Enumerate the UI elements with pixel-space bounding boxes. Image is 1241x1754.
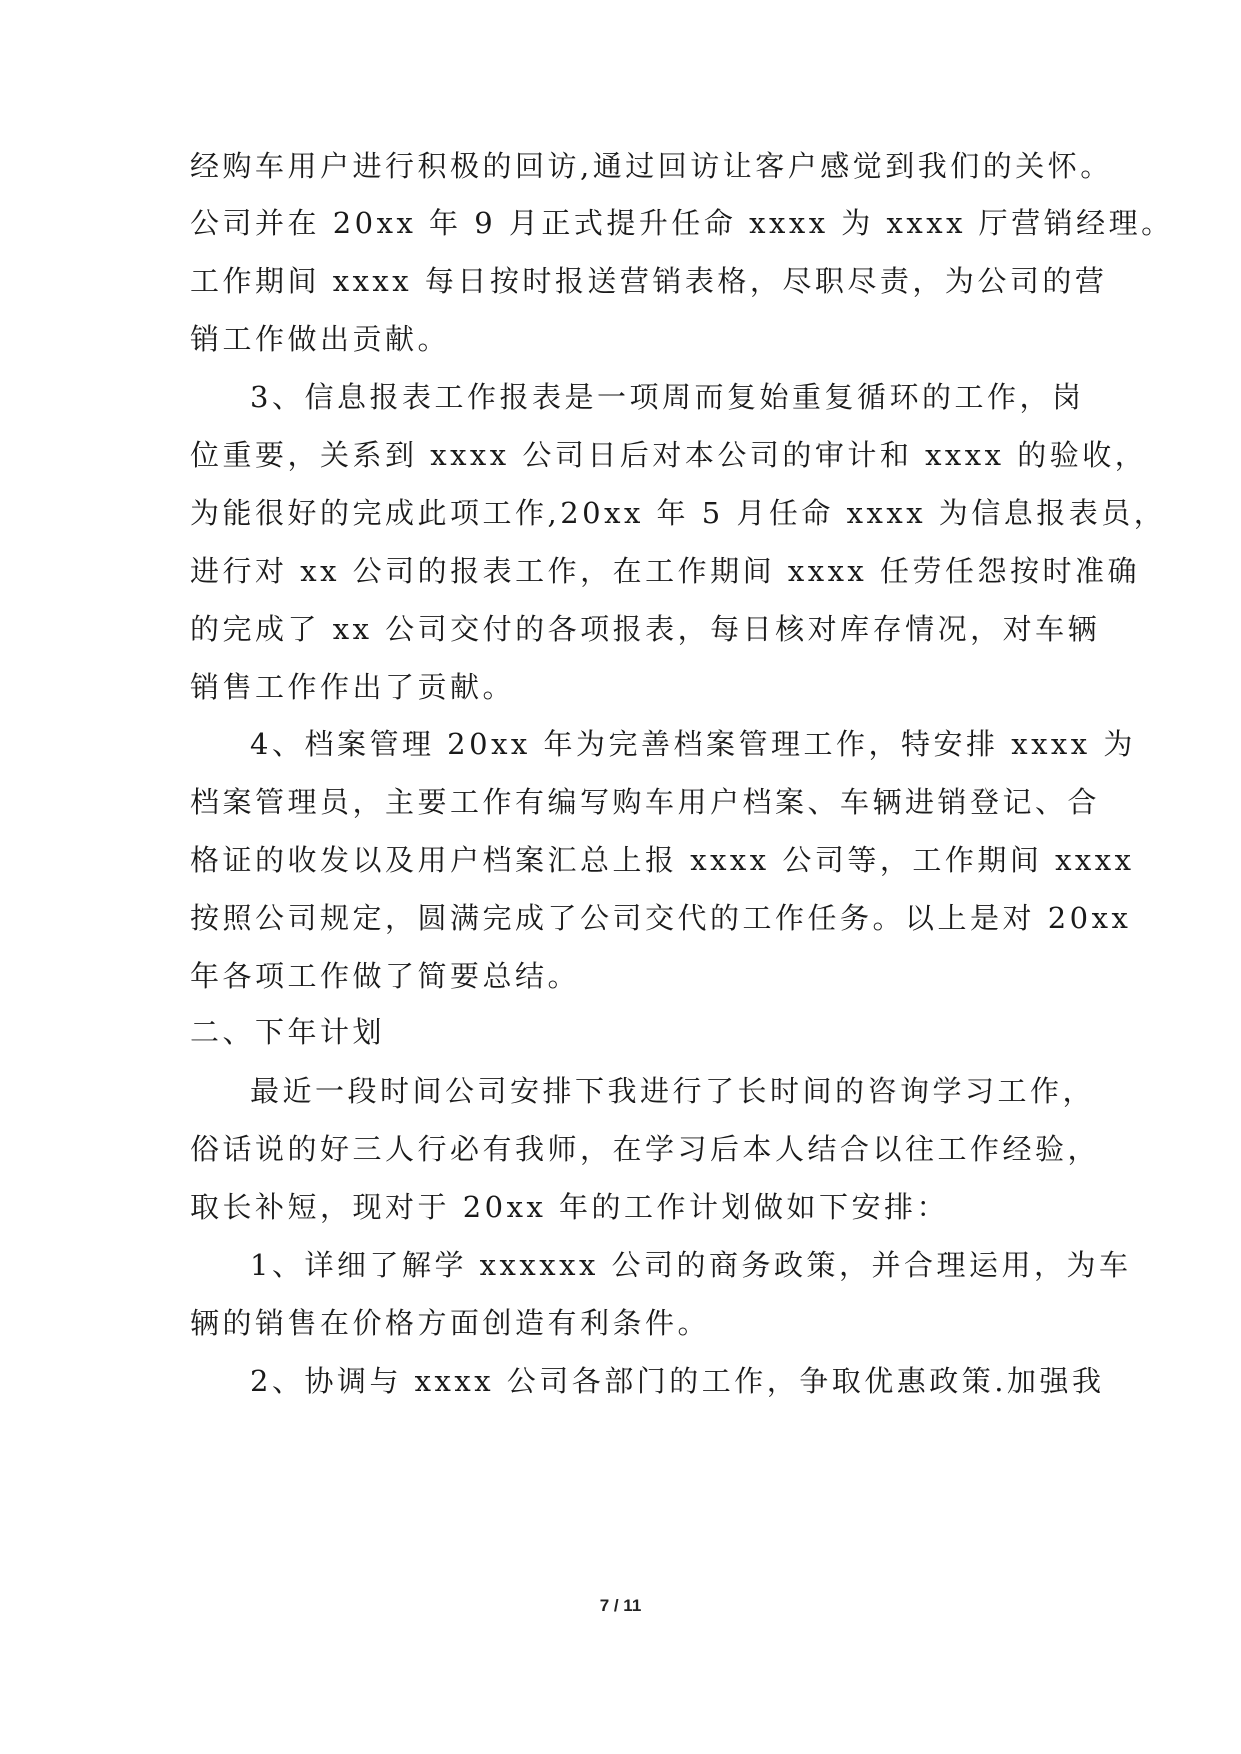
text-line: 2、协调与 xxxx 公司各部门的工作，争取优惠政策.加强我 (250, 1364, 1105, 1398)
text-line: 1、详细了解学 xxxxxx 公司的商务政策，并合理运用，为车 (250, 1248, 1132, 1282)
text-line: 经购车用户进行积极的回访,通过回访让客户感觉到我们的关怀。 (190, 149, 1113, 183)
text-line: 按照公司规定，圆满完成了公司交代的工作任务。以上是对 20xx (190, 901, 1132, 935)
text-line: 取长补短，现对于 20xx 年的工作计划做如下安排： (190, 1190, 950, 1224)
text-line: 的完成了 xx 公司交付的各项报表，每日核对库存情况，对车辆 (190, 612, 1101, 646)
text-line: 档案管理员，主要工作有编写购车用户档案、车辆进销登记、合 (190, 785, 1101, 819)
text-line: 销工作做出贡献。 (190, 322, 451, 356)
page-number: 7 / 11 (599, 1596, 642, 1615)
text-line: 工作期间 xxxx 每日按时报送营销表格，尽职尽责，为公司的营 (190, 264, 1108, 298)
text-line: 公司并在 20xx 年 9 月正式提升任命 xxxx 为 xxxx 厅营销经理。 (190, 206, 1174, 240)
text-line: 进行对 xx 公司的报表工作，在工作期间 xxxx 任劳任怨按时准确 (190, 554, 1141, 588)
text-line: 年各项工作做了简要总结。 (190, 959, 581, 993)
section-heading: 二、下年计划 (190, 1015, 386, 1049)
text-line: 辆的销售在价格方面创造有利条件。 (190, 1306, 711, 1340)
text-line: 销售工作作出了贡献。 (190, 670, 516, 704)
text-line: 格证的收发以及用户档案汇总上报 xxxx 公司等，工作期间 xxxx (190, 843, 1135, 877)
text-line: 最近一段时间公司安排下我进行了长时间的咨询学习工作， (250, 1074, 1096, 1108)
text-line: 为能很好的完成此项工作,20xx 年 5 月任命 xxxx 为信息报表员， (190, 496, 1167, 530)
text-line: 4、档案管理 20xx 年为完善档案管理工作，特安排 xxxx 为 (250, 727, 1136, 761)
text-line: 位重要，关系到 xxxx 公司日后对本公司的审计和 xxxx 的验收， (190, 438, 1148, 472)
text-line: 3、信息报表工作报表是一项周而复始重复循环的工作，岗 (250, 380, 1085, 414)
text-line: 俗话说的好三人行必有我师，在学习后本人结合以往工作经验， (190, 1132, 1101, 1166)
